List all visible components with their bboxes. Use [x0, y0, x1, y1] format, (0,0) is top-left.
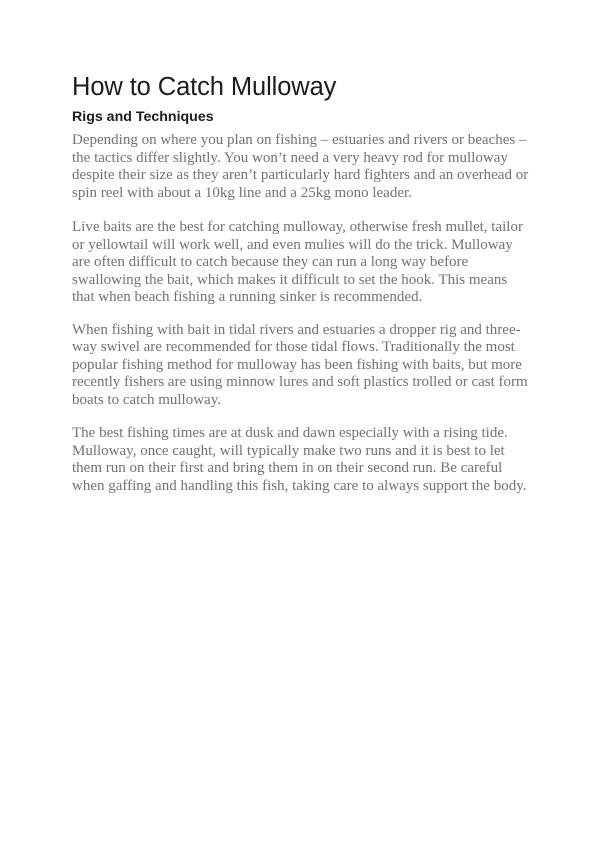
page-title: How to Catch Mulloway — [72, 73, 337, 101]
article-body — [72, 132, 532, 495]
paragraph-timing: The best fishing times are at dusk and dawn especially with a rising tide. Mulloway, once caught, will typically make two runs and it is best to let them run on their first and bring them in on their second run. Be careful when gaffing and handling this fish, taking care to always support the body. — [72, 425, 527, 494]
page-subtitle: Rigs and Techniques — [72, 109, 214, 125]
paragraph-baits: Live baits are the best for catching mulloway, otherwise fresh mullet, tailor or yellowtail will work well, and even mulies will do the trick. Mulloway are often difficult to catch because they can run a long way before swallowing the bait, which makes it difficult to set the hook. This means that when beach fishing a running sinker is recommended. — [72, 219, 523, 305]
paragraph-tackle: Depending on where you plan on fishing – estuaries and rivers or beaches – the tactics differ slightly. You won’t need a very heavy rod for mulloway despite their size as they aren’t particularly hard fighters and an overhead or spin reel with about a 10kg line and a 25kg mono leader. — [72, 132, 529, 201]
paragraph-rigs: When fishing with bait in tidal rivers and estuaries a dropper rig and three-way swivel are recommended for those tidal flows. Traditionally the most popular fishing method for mulloway has been fishing with baits, but more recently fishers are using minnow lures and soft plastics trolled or cast form boats to catch mulloway. — [72, 321, 528, 408]
document-content — [72, 70, 532, 495]
